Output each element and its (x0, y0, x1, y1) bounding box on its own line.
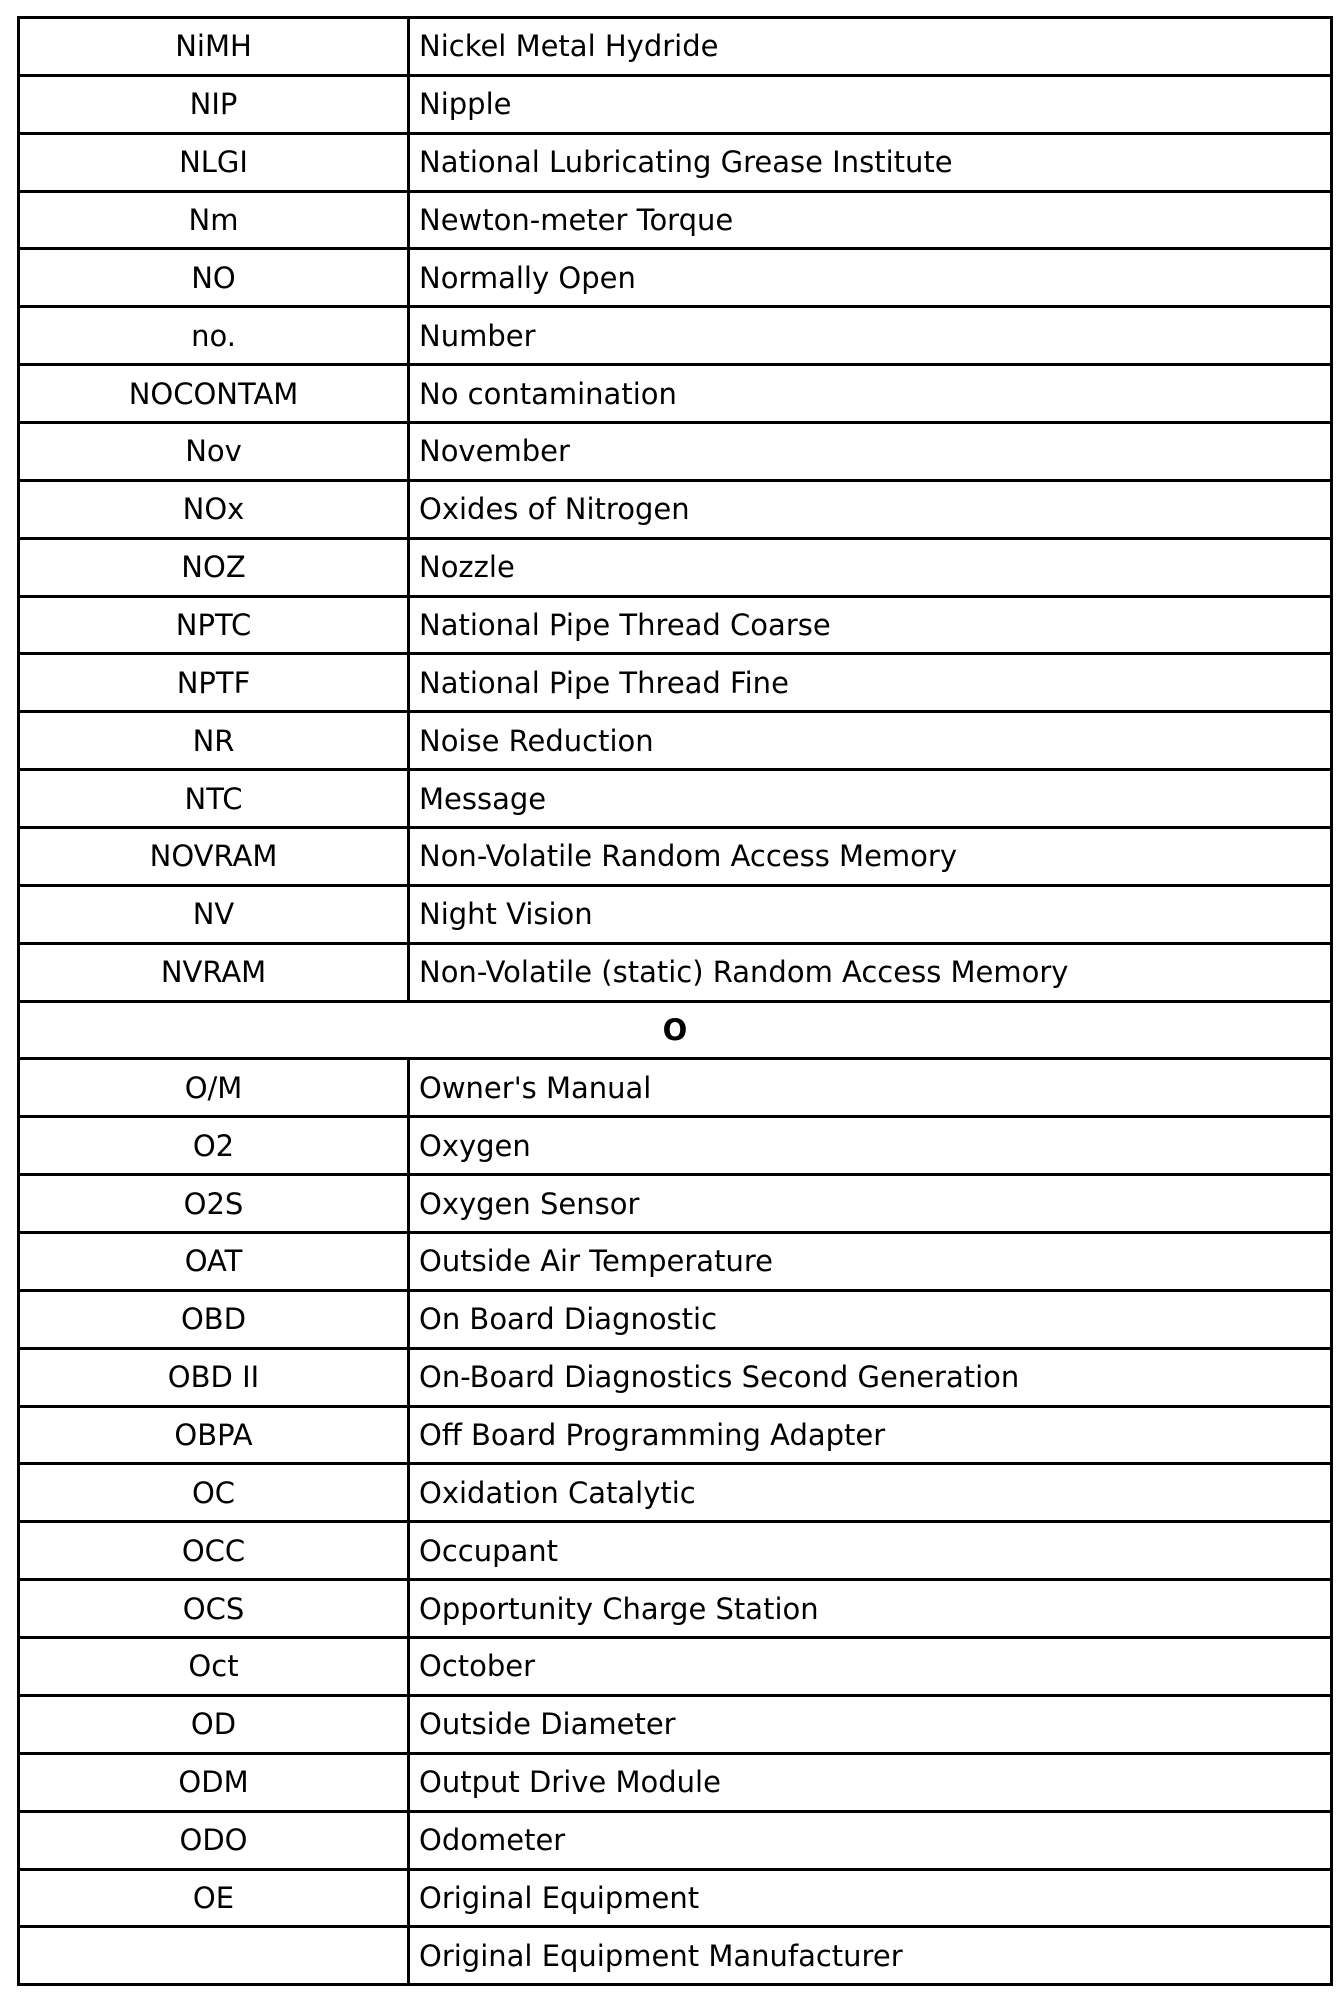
table-row (20, 1350, 1330, 1408)
abbreviation-cell: O2S (20, 1176, 410, 1231)
table-row (20, 1755, 1330, 1813)
definition-cell: National Lubricating Grease Institute (419, 145, 953, 180)
definition-cell: Nipple (419, 87, 512, 122)
abbreviation-cell: OBD II (20, 1350, 410, 1405)
definition-cell: Outside Air Temperature (419, 1244, 773, 1279)
definition-cell: Original Equipment Manufacturer (419, 1938, 903, 1973)
definition-cell: Oxidation Catalytic (419, 1475, 696, 1510)
abbreviation-cell: NIP (20, 77, 410, 132)
table-row (20, 1060, 1330, 1118)
definition-cell: Non-Volatile Random Access Memory (419, 839, 958, 874)
abbreviation-cell: NPTC (20, 598, 410, 653)
table-row (20, 540, 1330, 598)
abbreviation-cell: O2 (20, 1118, 410, 1173)
abbreviation-cell: ODM (20, 1755, 410, 1810)
table-row (20, 424, 1330, 482)
definition-cell: Nickel Metal Hydride (419, 29, 719, 64)
abbreviation-cell: NiMH (20, 19, 410, 74)
definition-cell: November (419, 434, 570, 469)
table-row (20, 1639, 1330, 1697)
table-row (20, 482, 1330, 540)
definition-cell: Outside Diameter (419, 1707, 676, 1742)
abbreviation-cell: Oct (20, 1639, 410, 1694)
abbreviation-cell: NLGI (20, 135, 410, 190)
definition-cell: Number (419, 318, 536, 353)
table-row (20, 1581, 1330, 1639)
table-row (20, 1523, 1330, 1581)
definition-cell: On-Board Diagnostics Second Generation (419, 1360, 1020, 1395)
abbreviation-cell (20, 1928, 410, 1983)
abbreviation-cell: NOVRAM (20, 829, 410, 884)
abbreviation-cell: Nm (20, 193, 410, 248)
abbreviation-cell: no. (20, 308, 410, 363)
abbreviation-cell: OBD (20, 1292, 410, 1347)
table-row (20, 308, 1330, 366)
abbreviation-cell: NOZ (20, 540, 410, 595)
definition-cell: Off Board Programming Adapter (419, 1418, 886, 1453)
definition-cell: Opportunity Charge Station (419, 1591, 819, 1626)
table-row (20, 1292, 1330, 1350)
abbreviation-cell: NPTF (20, 655, 410, 710)
definition-cell: October (419, 1649, 536, 1684)
abbreviation-cell: Nov (20, 424, 410, 479)
table-row (20, 655, 1330, 713)
definition-cell: Oxides of Nitrogen (419, 492, 690, 527)
table-row (20, 19, 1330, 77)
abbreviation-cell: OE (20, 1871, 410, 1926)
definition-cell: Normally Open (419, 260, 636, 295)
abbreviation-cell: OCS (20, 1581, 410, 1636)
definition-cell: No contamination (419, 376, 677, 411)
abbreviation-cell: NV (20, 887, 410, 942)
abbreviation-cell: NOCONTAM (20, 366, 410, 421)
definition-cell: National Pipe Thread Fine (419, 665, 789, 700)
definition-cell: Night Vision (419, 897, 593, 932)
table-row (20, 1176, 1330, 1234)
table-row (20, 193, 1330, 251)
definition-cell: Odometer (419, 1823, 566, 1858)
abbreviation-cell: NOx (20, 482, 410, 537)
table-row (20, 1234, 1330, 1292)
abbreviation-cell: NTC (20, 771, 410, 826)
table-row (20, 1465, 1330, 1523)
table-row (20, 77, 1330, 135)
table-row (20, 771, 1330, 829)
table-row (20, 713, 1330, 771)
table-row (20, 1408, 1330, 1466)
table-row (20, 1118, 1330, 1176)
definition-cell: Oxygen (419, 1128, 531, 1163)
definition-cell: Message (419, 781, 547, 816)
abbreviation-cell: NO (20, 250, 410, 305)
table-row (20, 250, 1330, 308)
section-header-row (20, 1003, 1330, 1061)
table-row (20, 1813, 1330, 1871)
table-row (20, 366, 1330, 424)
abbreviation-cell: OCC (20, 1523, 410, 1578)
section-letter: O (662, 1013, 688, 1048)
definition-cell: National Pipe Thread Coarse (419, 608, 831, 643)
abbreviation-cell: O/M (20, 1060, 410, 1115)
table-row (20, 945, 1330, 1003)
definition-cell: Newton-meter Torque (419, 203, 734, 237)
table-row (20, 1697, 1330, 1755)
abbreviation-cell: OBPA (20, 1408, 410, 1463)
definition-cell: Occupant (419, 1533, 559, 1568)
definition-cell: Owner's Manual (419, 1070, 652, 1105)
table-row (20, 598, 1330, 656)
table-row (20, 829, 1330, 887)
definition-cell: Original Equipment (419, 1880, 700, 1915)
table-row (20, 1871, 1330, 1929)
definition-cell: Oxygen Sensor (419, 1186, 640, 1221)
definition-cell: Output Drive Module (419, 1765, 721, 1800)
abbreviation-table (17, 16, 1333, 1986)
definition-cell: On Board Diagnostic (419, 1302, 718, 1337)
abbreviation-cell: NVRAM (20, 945, 410, 1000)
abbreviation-cell: NR (20, 713, 410, 768)
abbreviation-cell: OD (20, 1697, 410, 1752)
table-row (20, 887, 1330, 945)
abbreviation-cell: ODO (20, 1813, 410, 1868)
definition-cell: Nozzle (419, 550, 515, 585)
table-row (20, 135, 1330, 193)
abbreviation-cell: OC (20, 1465, 410, 1520)
definition-cell: Noise Reduction (419, 723, 654, 758)
table-row (20, 1928, 1330, 1983)
abbreviation-cell: OAT (20, 1234, 410, 1289)
definition-cell: Non-Volatile (static) Random Access Memory (419, 955, 1069, 990)
